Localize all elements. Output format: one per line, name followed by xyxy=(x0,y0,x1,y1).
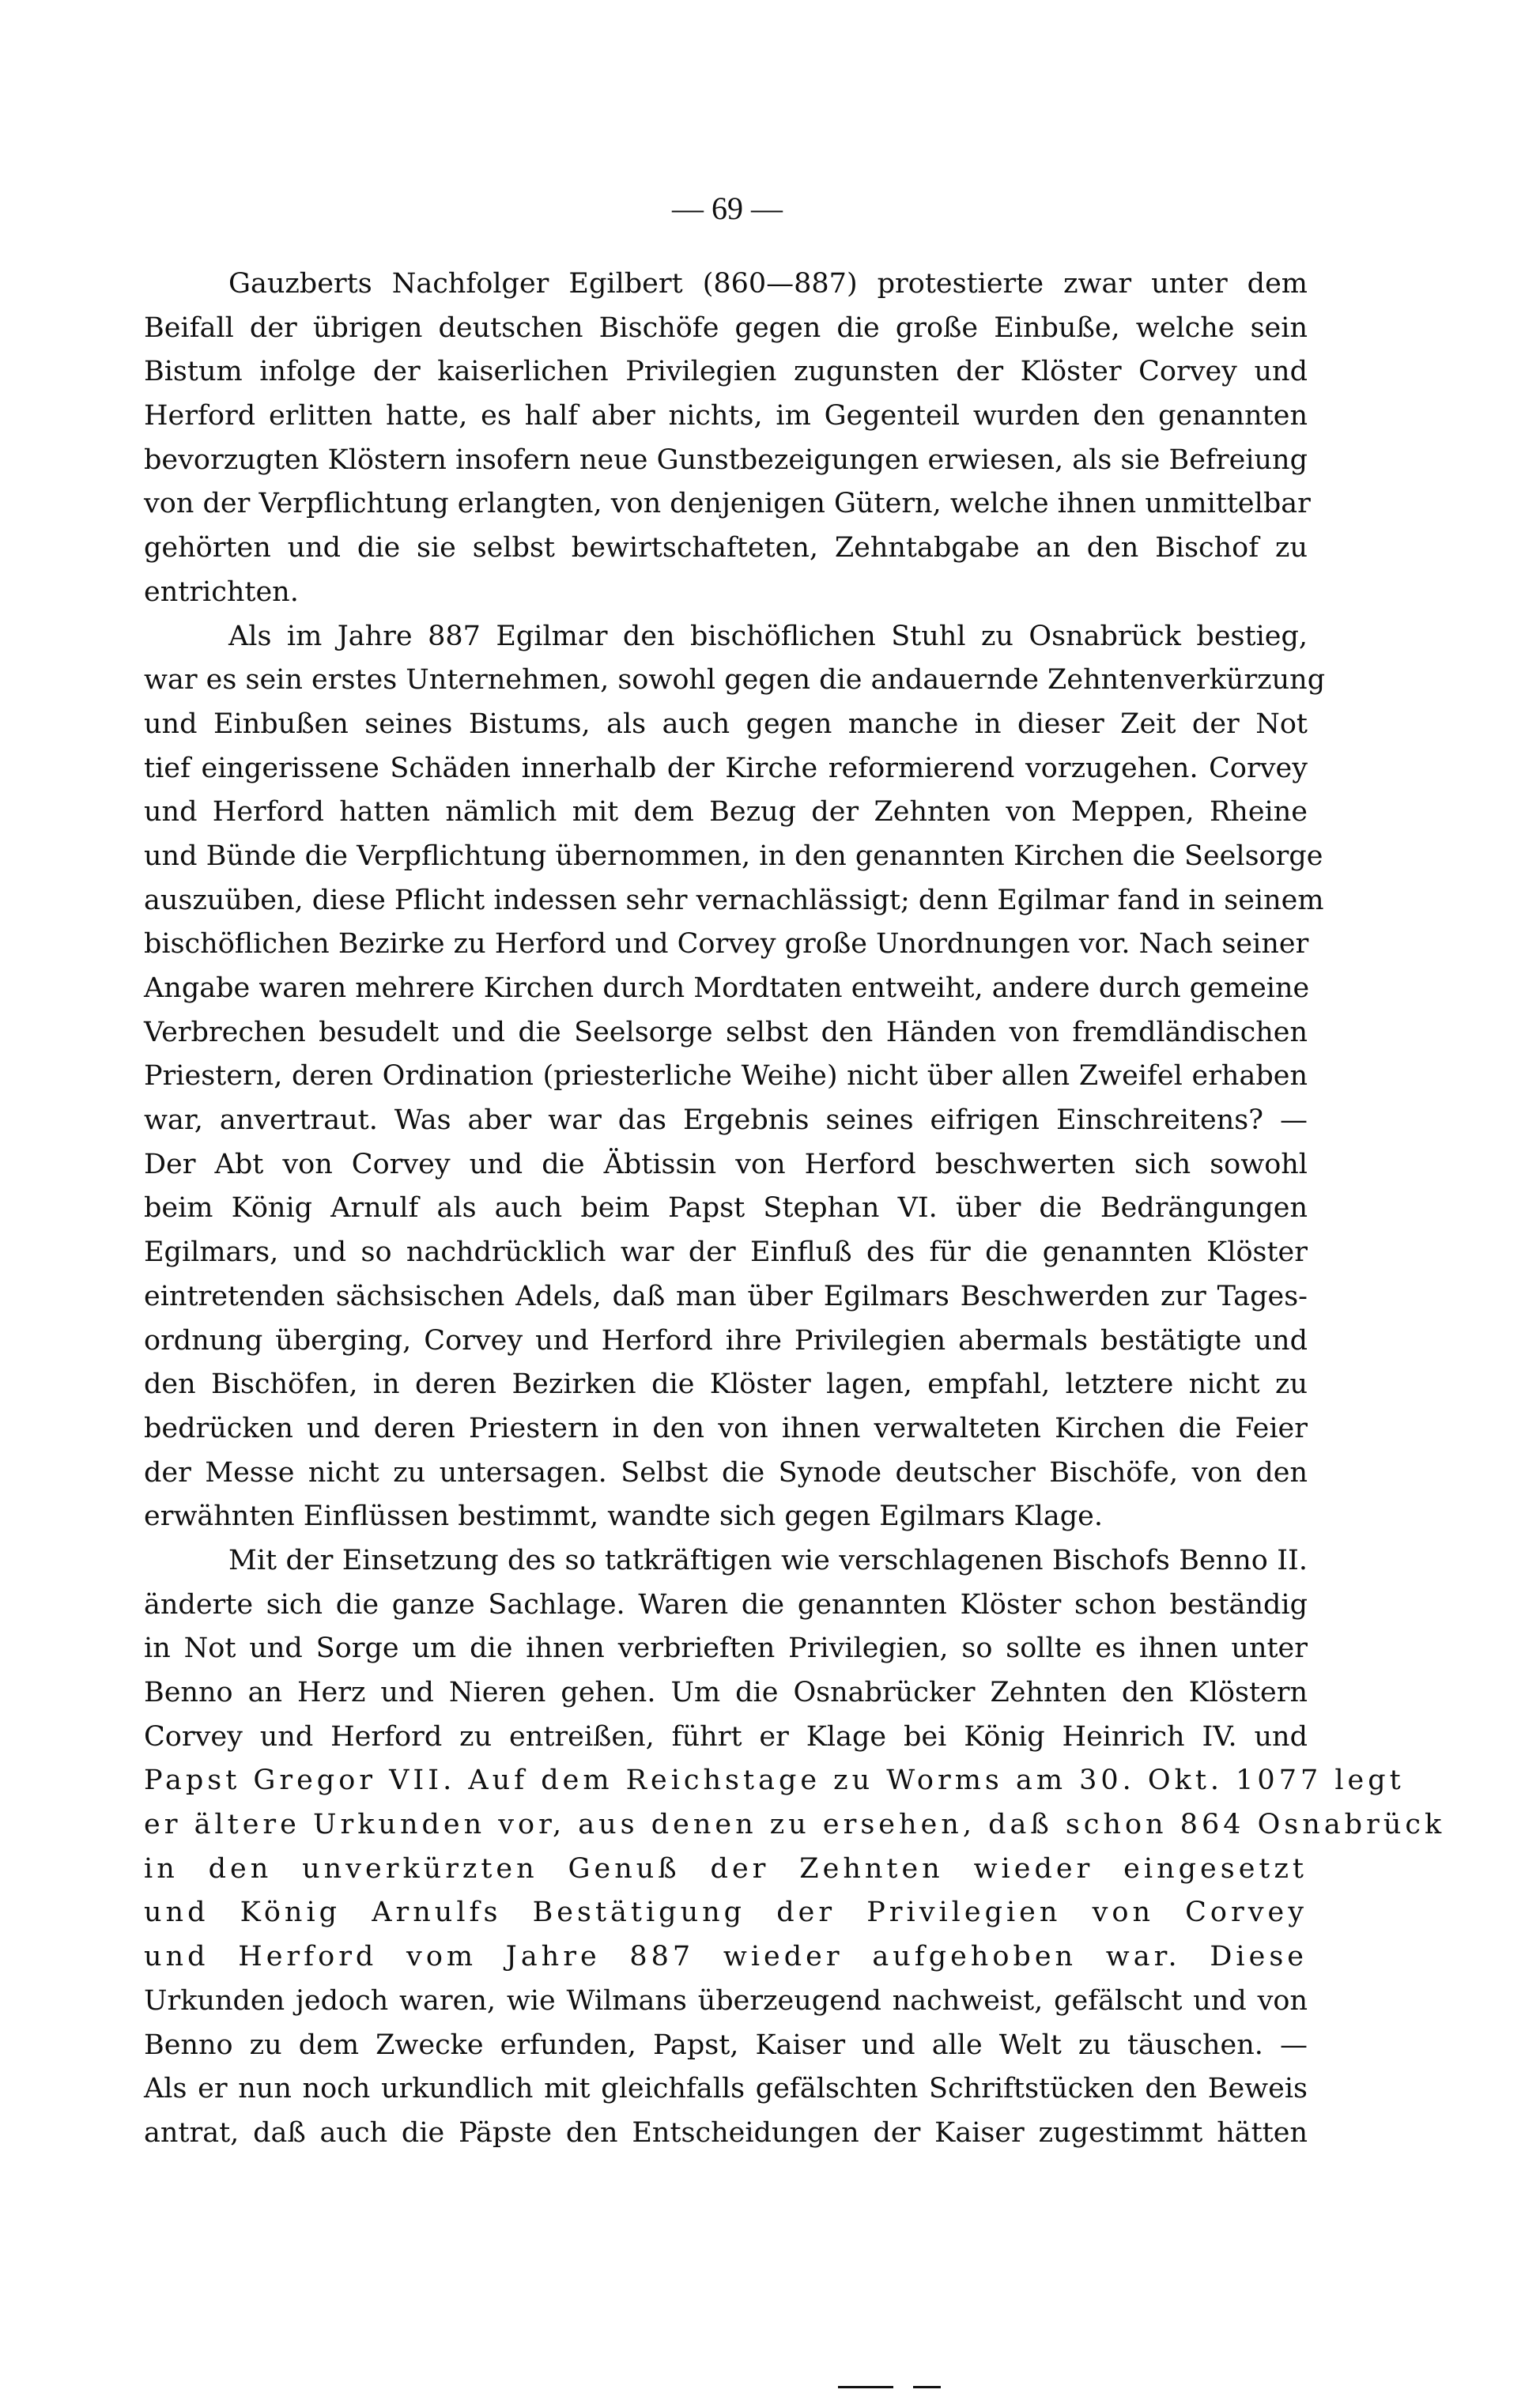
text-line: und König Arnulfs Bestätigung der Privilegien von Corvey xyxy=(144,1897,1308,1929)
text-line: der Messe nicht zu untersagen. Selbst die Synode deutscher Bischöfe, von den xyxy=(144,1456,1308,1489)
text-line: auszuüben, diese Pflicht indessen sehr vernachlässigt; denn Egilmar fand in seinem xyxy=(144,884,1324,916)
text-line: Papst Gregor VII. Auf dem Reichstage zu Worms am 30. Okt. 1077 legt xyxy=(144,1765,1405,1797)
text-line: erwähnten Einflüssen bestimmt, wandte sich gegen Egilmars Klage. xyxy=(144,1500,1103,1533)
page-number: — 69 — xyxy=(672,191,783,226)
paragraph xyxy=(144,1539,1446,2156)
text-line: Benno an Herz und Nieren gehen. Um die Osnabrücker Zehnten den Klöstern xyxy=(144,1677,1308,1708)
text-line: Als er nun noch urkundlich mit gleichfalls gefälschten Schriftstücken den Beweis xyxy=(144,2073,1308,2105)
text-line: gehörten und die sie selbst bewirtschafteten, Zehntabgabe an den Bischof zu xyxy=(144,532,1308,564)
text-line: Angabe waren mehrere Kirchen durch Mordtaten entweiht, andere durch gemeine xyxy=(144,972,1310,1004)
text-line: bedrücken und deren Priestern in den von ihnen verwalteten Kirchen die Feier xyxy=(144,1412,1308,1444)
paragraph xyxy=(144,615,1326,1539)
text-line: Egilmars, und so nachdrücklich war der Einfluß des für die genannten Klöster xyxy=(144,1236,1308,1269)
text-line: antrat, daß auch die Päpste den Entscheidungen der Kaiser zugestimmt hätten xyxy=(144,2116,1308,2149)
text-line: Mit der Einsetzung des so tatkräftigen wie verschlagenen Bischofs Benno II. xyxy=(228,1544,1308,1576)
text-line: Verbrechen besudelt und die Seelsorge selbst den Händen von fremdländischen xyxy=(144,1016,1308,1048)
text-line: Benno zu dem Zwecke erfunden, Papst, Kaiser und alle Welt zu täuschen. — xyxy=(144,2029,1308,2061)
paragraph xyxy=(144,262,1311,615)
text-line: Bistum infolge der kaiserlichen Privilegien zugunsten der Klöster Corvey und xyxy=(144,356,1308,388)
text-line: eintretenden sächsischen Adels, daß man über Egilmars Beschwerden zur Tages- xyxy=(144,1280,1308,1312)
text-line: und Einbußen seines Bistums, als auch gegen manche in dieser Zeit der Not xyxy=(144,708,1308,740)
text-line: beim König Arnulf als auch beim Papst Stephan VI. über die Bedrängungen xyxy=(144,1192,1308,1225)
text-line: Corvey und Herford zu entreißen, führt er Klage bei König Heinrich IV. und xyxy=(144,1720,1308,1753)
text-line: entrichten. xyxy=(144,576,299,608)
text-line: Der Abt von Corvey und die Äbtissin von Herford beschwerten sich sowohl xyxy=(144,1148,1308,1180)
text-line: änderte sich die ganze Sachlage. Waren die genannten Klöster schon beständig xyxy=(144,1588,1308,1621)
text-line: war es sein erstes Unternehmen, sowohl gegen die andauernde Zehntenverkürzung xyxy=(144,664,1326,696)
text-line: und Herford hatten nämlich mit dem Bezug der Zehnten von Meppen, Rheine xyxy=(144,796,1308,829)
body-text xyxy=(144,262,1446,2156)
text-line: Gauzberts Nachfolger Egilbert (860—887) protestierte zwar unter dem xyxy=(228,268,1308,300)
text-line: Beifall der übrigen deutschen Bischöfe gegen die große Einbuße, welche sein xyxy=(144,311,1308,344)
text-line: in Not und Sorge um die ihnen verbrieften Privilegien, so sollte es ihnen unter xyxy=(144,1633,1308,1665)
text-line: Priestern, deren Ordination (priesterliche Weihe) nicht über allen Zweifel erhaben xyxy=(144,1060,1308,1093)
text-line: Herford erlitten hatte, es half aber nichts, im Gegenteil wurden den genannten xyxy=(144,400,1308,432)
printer-mark xyxy=(838,2386,941,2391)
text-line: in den unverkürzten Genuß der Zehnten wieder eingesetzt xyxy=(144,1852,1308,1885)
text-line: bevorzugten Klöstern insofern neue Gunstbezeigungen erwiesen, als sie Befreiung xyxy=(144,444,1308,476)
text-line: bischöflichen Bezirke zu Herford und Corvey große Unordnungen vor. Nach seiner xyxy=(144,928,1309,961)
text-line: ordnung überging, Corvey und Herford ihre Privilegien abermals bestätigte und xyxy=(144,1324,1308,1357)
text-line: war, anvertraut. Was aber war das Ergebnis seines eifrigen Einschreitens? — xyxy=(144,1104,1308,1137)
text-line: und Herford vom Jahre 887 wieder aufgehoben war. Diese xyxy=(144,1941,1308,1973)
text-line: tief eingerissene Schäden innerhalb der Kirche reformierend vorzugehen. Corvey xyxy=(144,752,1308,784)
text-line: Urkunden jedoch waren, wie Wilmans überzeugend nachweist, gefälscht und von xyxy=(144,1984,1308,2017)
text-line: von der Verpflichtung erlangten, von denjenigen Gütern, welche ihnen unmittelbar xyxy=(144,488,1311,520)
text-line: und Bünde die Verpflichtung übernommen, in den genannten Kirchen die Seelsorge xyxy=(144,840,1323,872)
text-line: er ältere Urkunden vor, aus denen zu ersehen, daß schon 864 Osnabrück xyxy=(144,1809,1446,1841)
text-line: den Bischöfen, in deren Bezirken die Klöster lagen, empfahl, letztere nicht zu xyxy=(144,1368,1308,1401)
text-line: Als im Jahre 887 Egilmar den bischöflichen Stuhl zu Osnabrück bestieg, xyxy=(228,620,1308,652)
